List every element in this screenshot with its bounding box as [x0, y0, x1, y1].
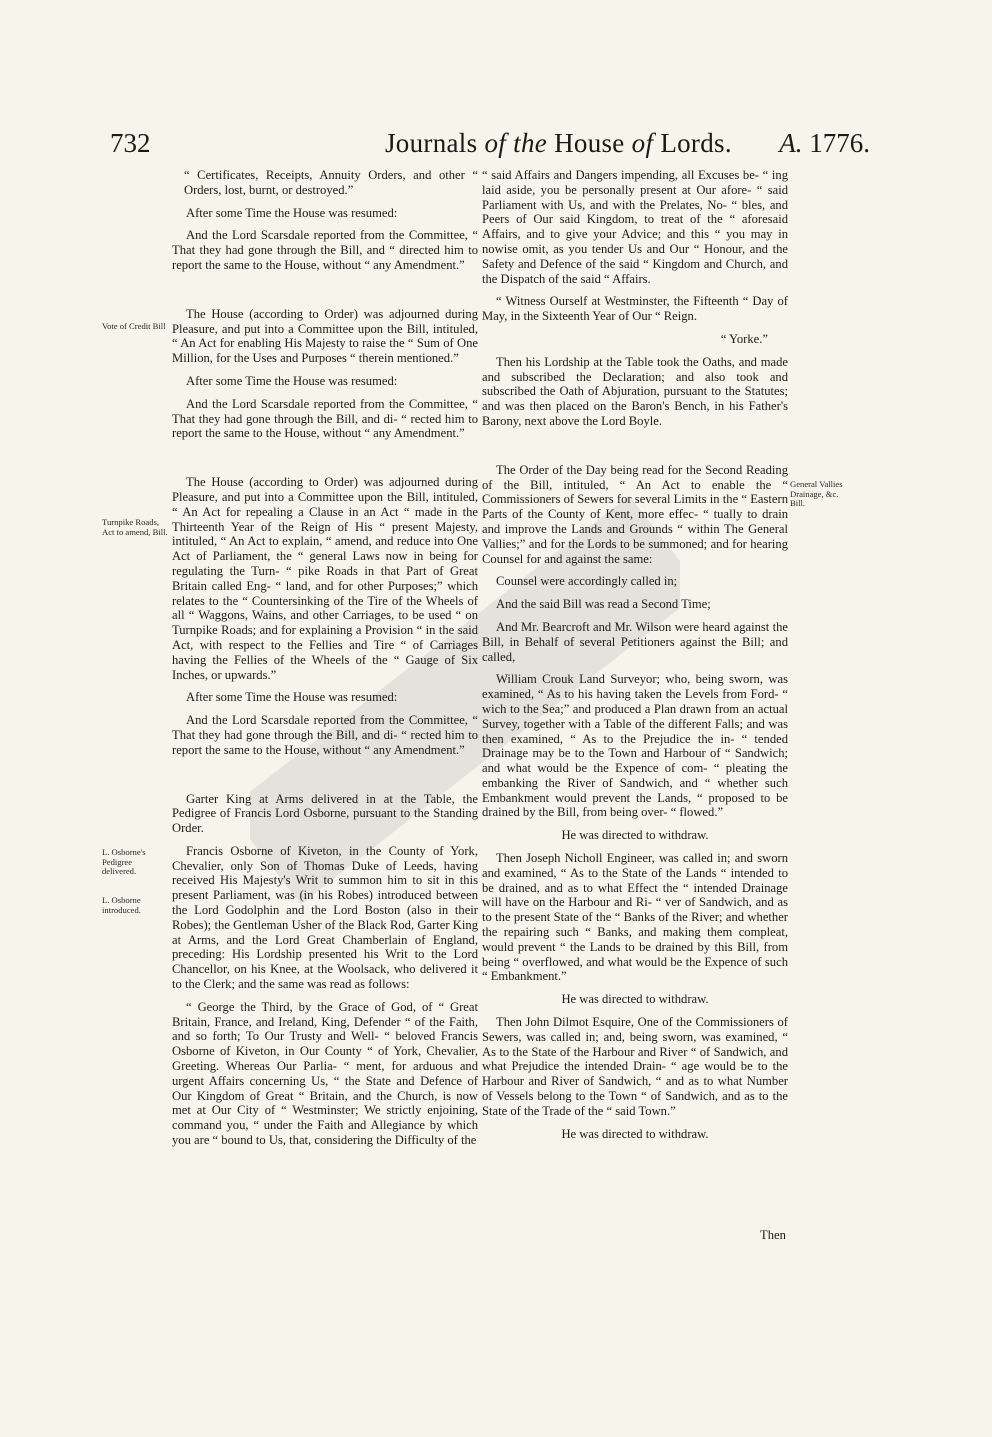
margin-note-vote-of-credit: Vote of Credit Bill	[102, 321, 166, 331]
paragraph: “ said Affairs and Dangers impending, all Excuses be- “ ing laid aside, you be personally present at Our afore- “ said Parliament with Us, and with the Prelates, No- “ bles, and Peers of Our said Kingdom, to treat of the “ aforesaid Affairs, and to give your Advice; and this “ you may in nowise omit, as you tender Us and Our “ Honour, and the Safety and Defence of the said “ Kingdom and Church, and the Dispatch of the said “ Affairs.	[482, 168, 788, 286]
withdraw-note: He was directed to withdraw.	[561, 828, 709, 843]
paragraph: “ Certificates, Receipts, Annuity Orders, and other “ Orders, lost, burnt, or destroyed.”	[184, 168, 478, 197]
paragraph: Garter King at Arms delivered in at the Table, the Pedigree of Francis Lord Osborne, pursuant to the Standing Order.	[172, 791, 478, 836]
signature-yorke: “ Yorke.”	[720, 331, 768, 346]
margin-note-turnpike: Turnpike Roads, Act to amend, Bill.	[102, 517, 168, 537]
margin-note-general-vallies: General Vallies Drainage, &c. Bill.	[790, 479, 843, 509]
paragraph: And Mr. Bearcroft and Mr. Wilson were heard against the Bill, in Behalf of several Petitioners against the Bill; and called,	[482, 619, 788, 664]
page-number: 732	[110, 128, 151, 158]
paragraph: And the said Bill was read a Second Time;	[496, 597, 711, 612]
left-column	[172, 168, 478, 1156]
paragraph: And the Lord Scarsdale reported from the Committee, “ That they had gone through the Bill, and di- “ rected him to report the same to the House, without “ any Amendment.”	[172, 713, 478, 757]
paragraph: The House (according to Order) was adjourned during Pleasure, and put into a Committee upon the Bill, intituled, “ An Act for enabling His Majesty to raise the “ Sum of One Million, for the Uses and Purposes “ therein mentioned.”	[172, 306, 478, 366]
catchword: Then	[760, 1228, 786, 1242]
paragraph: William Crouk Land Surveyor; who, being sworn, was examined, “ As to his having taken the Levels from Ford- “ wich to the Sea;” and produced a Plan drawn from an actual Survey, together with a Table of the different Falls; and was then examined, “ As to the Prejudice the in- “ tended Drainage may be to the Town and Harbour of “ Sandwich; and what would be the Expence of com- “ pleating the embanking the River of Sandwich, and “ whether such Embankment would prevent the Lands, “ proposed to be drained by the Bill, from being over- “ flowed.”	[482, 672, 788, 820]
paragraph: After some Time the House was resumed:	[186, 373, 398, 388]
paragraph: Then Joseph Nicholl Engineer, was called in; and sworn and examined, “ As to the State of the Lands “ intended to be drained, and as to what Effect the “ intended Drainage will have on the Harbour and Ri- “ ver of Sandwich, and as to the present State of the “ Banks of the River; and whether the repairing such “ Banks, and making them compleat, would prevent “ the Lands to be drained by this Bill, from being “ overflowed, and what would be the Expence of such “ Embankment.”	[482, 851, 788, 984]
paragraph: The House (according to Order) was adjourned during Pleasure, and put into a Committee upon the Bill, intituled, “ An Act for repealing a Clause in an Act “ made in the Thirteenth Year of the Reign of His “ present Majesty, intituled, “ An Act to explain, “ amend, and reduce into One Act of Parliament, the “ general Laws now in being for regulating the Turn- “ pike Roads in that Part of Great Britain called Eng- “ land, and for other Purposes;” which relates to the “ Countersinking of the Tire of the Wheels of all “ Waggons, Wains, and other Carriages, to be used “ on Turnpike Roads; and for explaining a Provision “ in the said Act, with respect to the Fellies and Tire “ of Carriages having the Fellies of the Wheels of the “ Gauge of Six Inches, or upwards.”	[172, 475, 478, 682]
paragraph: Francis Osborne of Kiveton, in the County of York, Chevalier, only Son of Thomas Duke of Leeds, having received His Majesty's Writ to summon him to sit in this present Parliament, was (in his Robes) introduced between the Lord Godolphin and the Lord Boston (also in their Robes); the Gentleman Usher of the Black Rod, Garter King at Arms, and the Lord Great Chamberlain of England, preceding: His Lordship presented his Writ to the Lord Chancellor, on his Knee, at the Woolsack, who delivered it to the Clerk; and the same was read as follows:	[172, 843, 478, 992]
margin-note-osborne-pedigree: L. Osborne's Pedigree delivered.	[102, 847, 146, 877]
withdraw-note: He was directed to withdraw.	[561, 1126, 709, 1141]
paragraph: The Order of the Day being read for the Second Reading of the Bill, intituled, “ An Act to enable the “ Commissioners of Sewers for several Limits in the “ Eastern Parts of the County of Kent, more effec- “ tually to drain and improve the Lands and Grounds “ within The General Vallies;” and for the Lords to be summoned; and for hearing Counsel for and against the same:	[482, 462, 788, 566]
paragraph: And the Lord Scarsdale reported from the Committee, “ That they had gone through the Bill, and “ directed him to report the same to the House, without “ any Amendment.”	[172, 228, 478, 272]
paragraph: “ Witness Ourself at Westminster, the Fifteenth “ Day of May, in the Sixteenth Year of Our “ Reign.	[482, 294, 788, 324]
paragraph: Then John Dilmot Esquire, One of the Commissioners of Sewers, was called in; and, being sworn, was examined, “ As to the State of the Harbour and River “ of Sandwich, and what Prejudice the intended Drain- “ age would be to the Harbour and River of Sandwich, “ and as to what Number of Vessels belong to the Town “ of Sandwich, and as to the State of the Trade of the “ said Town.”	[482, 1015, 788, 1118]
paragraph: Counsel were accordingly called in;	[496, 574, 678, 589]
journal-title: Journals of the House of Lords.	[385, 128, 732, 158]
journal-year: A. 1776.	[779, 128, 870, 158]
paragraph: After some Time the House was resumed:	[186, 690, 398, 705]
paragraph: After some Time the House was resumed:	[186, 205, 398, 220]
paragraph: “ George the Third, by the Grace of God, of “ Great Britain, France, and Ireland, King, Defender “ of the Faith, and so forth; To Our Trusty and Well- “ beloved Francis Osborne of Kiveton, in Our County “ of York, Chevalier, Greeting. Whereas Our Parlia- “ ment, for arduous and urgent Affairs concerning Us, “ the State and Defence of Our Kingdom of Great “ Britain, and the Church, is now met at Our City of “ Westminster; We strictly enjoining, command you, “ under the Faith and Allegiance by which you are “ bound to Us, that, considering the Difficulty of the	[172, 999, 478, 1148]
withdraw-note: He was directed to withdraw.	[561, 992, 709, 1007]
page-header	[110, 128, 870, 164]
paragraph: Then his Lordship at the Table took the Oaths, and made and subscribed the Declaration; and also took and subscribed the Oath of Abjuration, pursuant to the Statutes; and was then placed on the Baron's Bench, in his Father's Barony, next above the Lord Boyle.	[482, 354, 788, 428]
right-column	[482, 168, 788, 1149]
margin-note-osborne-introduced: L. Osborne introduced.	[102, 895, 141, 915]
paragraph: And the Lord Scarsdale reported from the Committee, “ That they had gone through the Bill, and di- “ rected him to report the same to the House, without “ any Amendment.”	[172, 396, 478, 441]
